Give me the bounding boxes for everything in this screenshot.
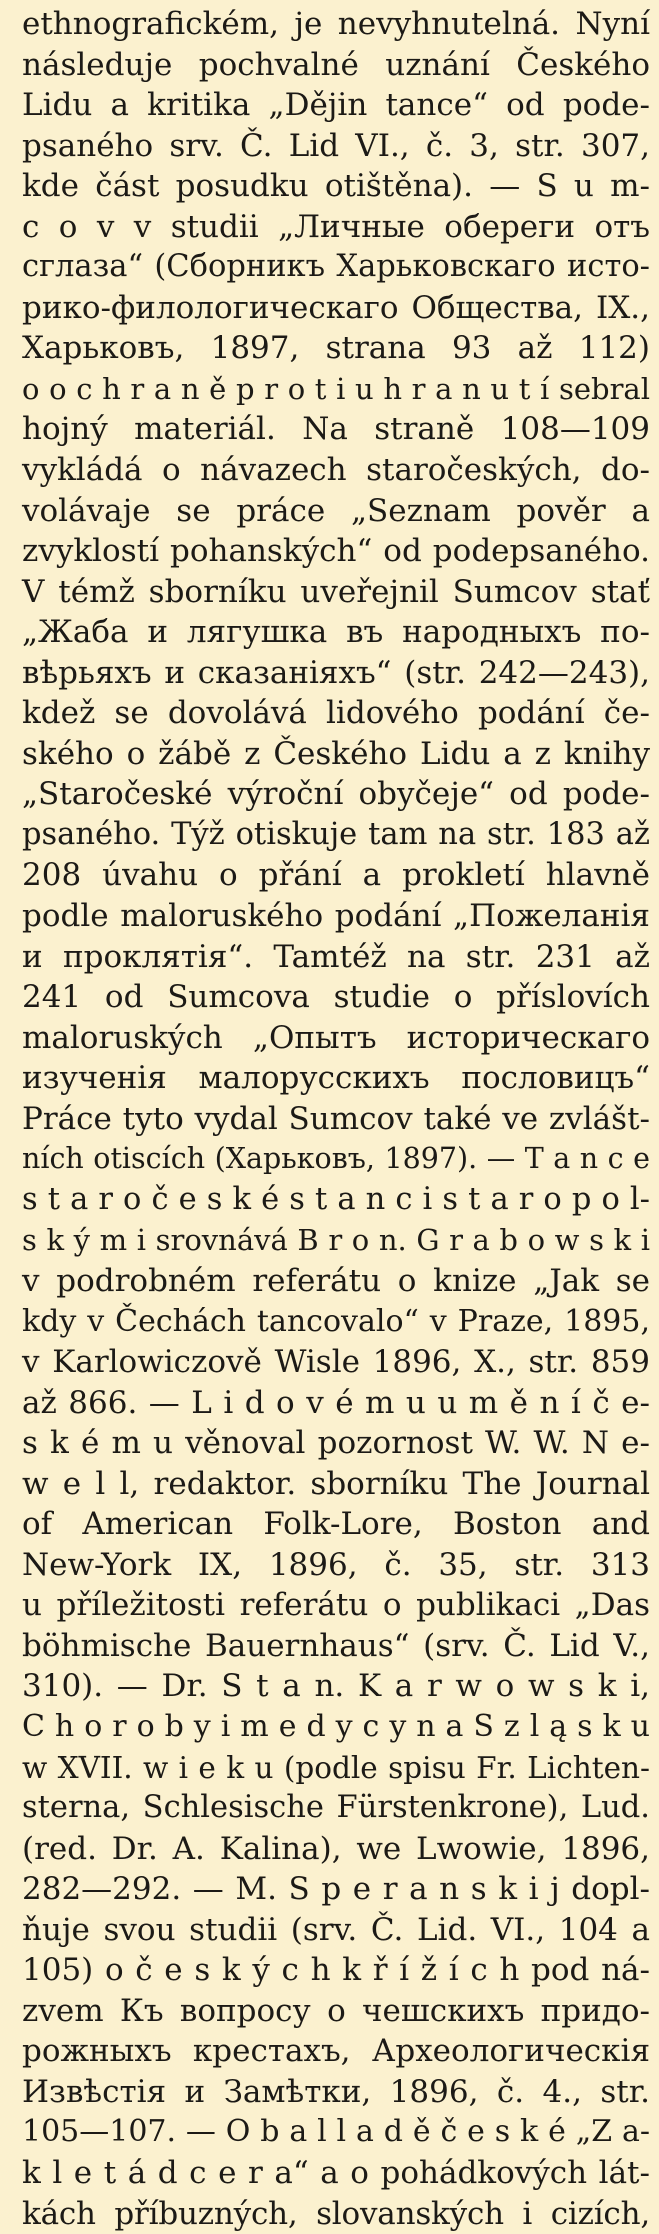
text-line: of American Folk-Lore, Boston and <box>22 1506 650 1543</box>
text-line: Práce tyto vydal Sumcov také ve zvlášt- <box>22 1100 650 1137</box>
text-line: рожныхъ крестахъ, Археологическія <box>22 2033 650 2070</box>
text-line: рико-филологическаго Общества, IX., <box>22 289 650 326</box>
text-line: сглаза“ (Сборникъ Харьковскаго исто- <box>22 249 650 285</box>
text-line: s k é m u věnoval pozornost W. W. N e- <box>22 1425 650 1462</box>
text-line: kde část posudku otištěna). — S u m- <box>22 168 650 205</box>
text-line: 310). — Dr. S t a n. K a r w o w s k i, <box>22 1668 650 1705</box>
text-line: изученія малорусскихъ пословицъ“ <box>22 1060 650 1097</box>
text-line: Харьковъ, 1897, strana 93 až 112) <box>22 330 650 367</box>
text-line: až 866. — L i d o v é m u u m ě n í č e- <box>22 1384 650 1421</box>
text-line: s k ý m i srovnává B r o n. G r a b o w s k i <box>22 1223 650 1258</box>
text-line: „Жаба и лягушка въ народныхъ по- <box>22 614 650 651</box>
text-line: sterna, Schlesische Fürstenkrone), Lud. <box>22 1790 650 1826</box>
text-line: u příležitosti referátu o publikaci „Das <box>22 1587 650 1624</box>
text-line: ních otiscích (Харьковъ, 1897). — T a n c e <box>22 1142 650 1176</box>
text-line: psaného. Týž otiskuje tam na str. 183 až <box>22 816 650 852</box>
text-line: ethnografickém, je nevyhnutelná. Nyní <box>22 6 650 42</box>
text-line: zvyklostí pohanských“ od podepsaného. <box>22 533 650 570</box>
text-line: böhmische Bauernhaus“ (srv. Č. Lid V., <box>22 1627 650 1664</box>
text-line: hojný materiál. Na straně 108—109 <box>22 411 650 448</box>
text-line: w XVII. w i e k u (podle spisu Fr. Lichten- <box>22 1750 650 1785</box>
text-line: volávaje se práce „Seznam pověr a <box>22 492 650 529</box>
text-line: v Karlowiczově Wisle 1896, X., str. 859 <box>22 1344 650 1381</box>
text-line: k l e t á d c e r a“ a o pohádkových lát- <box>22 2154 650 2191</box>
text-line: C h o r o b y i m e d y c y n a S z l ą s k u <box>22 1708 650 1744</box>
text-line: V témž sborníku uveřejnil Sumcov stať <box>22 573 650 610</box>
text-line: kdež se dovolává lidového podání če- <box>22 695 650 732</box>
text-line: (red. Dr. A. Kalina), we Lwowie, 1896, <box>22 1830 650 1867</box>
text-line: „Staročeské výroční obyčeje“ od pode- <box>22 776 650 813</box>
text-line: kách příbuzných, slovanských i cizích, <box>22 2195 650 2232</box>
text-line: podle maloruského podání „Пожеланія <box>22 898 650 935</box>
text-line: maloruských „Опытъ историческаго <box>22 1019 650 1056</box>
text-line: w e l l, redaktor. sborníku The Journal <box>22 1465 650 1502</box>
text-line: následuje pochvalné uznání Českého <box>22 46 650 83</box>
text-column <box>22 4 650 2234</box>
text-line: Lidu a kritika „Dějin tance“ od pode- <box>22 87 650 124</box>
text-line: Извѣстія и Замѣтки, 1896, č. 4., str. <box>22 2073 650 2110</box>
text-line: c o v v studii „Личные обереги отъ <box>22 208 650 245</box>
text-line: zvem Къ вопросу о чешскихъ придо- <box>22 1992 650 2029</box>
text-line: kdy v Čechách tancovalo“ v Praze, 1895, <box>22 1303 650 1339</box>
text-line: ňuje svou studii (srv. Č. Lid. VI., 104 a <box>22 1911 650 1948</box>
text-line: New-York IX, 1896, č. 35, str. 313 <box>22 1546 650 1583</box>
text-line: и проклятія“. Tamtéž na str. 231 až <box>22 938 650 975</box>
text-line: вѣрьяхъ и сказаніяхъ“ (str. 242—243), <box>22 654 650 691</box>
text-line: 282—292. — M. S p e r a n s k i j dopl- <box>22 1871 650 1908</box>
text-line: vykládá o návazech staročeských, do- <box>22 452 650 489</box>
text-line: 241 od Sumcova studie o příslovích <box>22 979 650 1016</box>
text-line: s t a r o č e s k é s t a n c i s t a r o p o l- <box>22 1181 650 1217</box>
text-line: v podrobném referátu o knize „Jak se <box>22 1262 650 1299</box>
text-line: psaného srv. Č. Lid VI., č. 3, str. 307, <box>22 127 650 164</box>
text-line: 105) o č e s k ý c h k ř í ž í c h pod ná- <box>22 1952 650 1989</box>
text-line: 208 úvahu o přání a prokletí hlavně <box>22 857 650 894</box>
text-line: o o c h r a n ě p r o t i u h r a n u t í sebral <box>22 371 650 406</box>
text-line: ského o žábě z Českého Lidu a z knihy <box>22 735 650 772</box>
text-line: 105—107. — O b a l l a d ě č e s k é „Z a- <box>22 2114 650 2150</box>
